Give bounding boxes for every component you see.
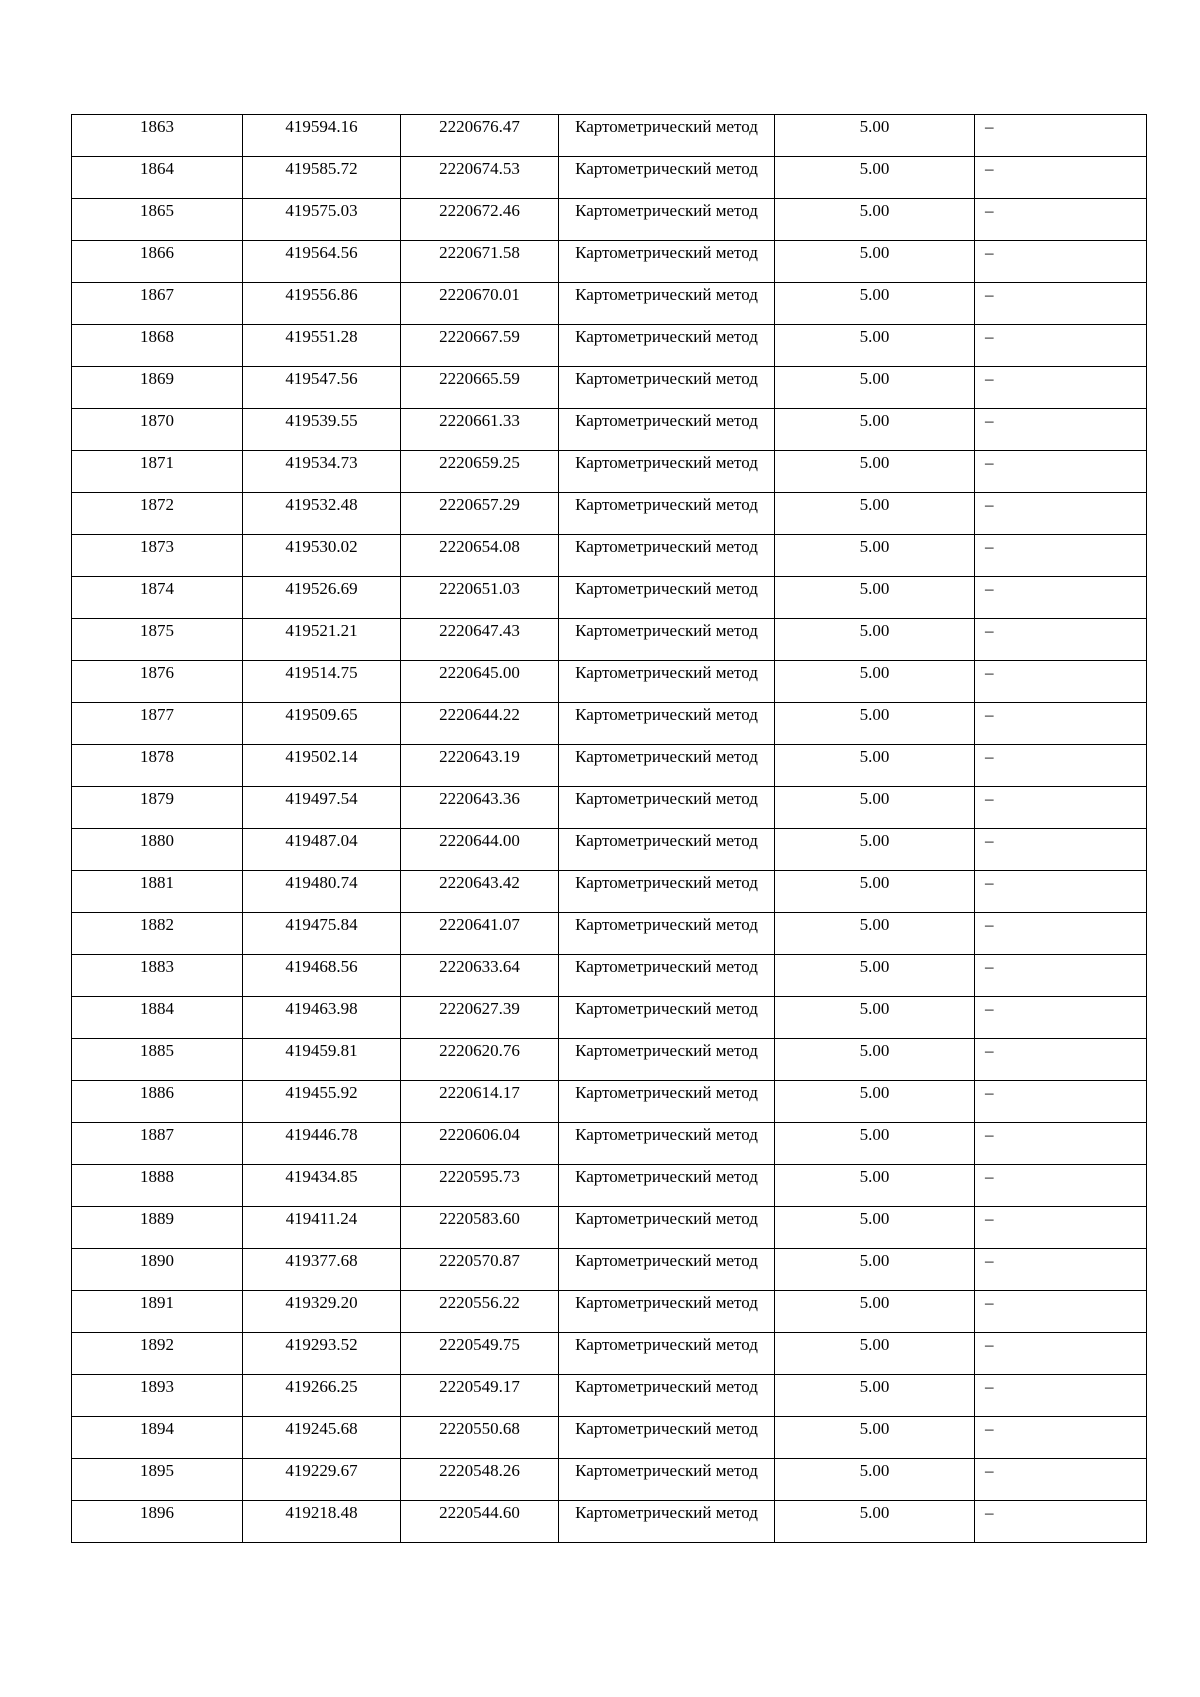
accuracy-cell: 5.00: [775, 1081, 975, 1123]
x-coordinate-cell: 419329.20: [243, 1291, 401, 1333]
point-number-cell: 1892: [72, 1333, 243, 1375]
method-cell: Картометрический метод: [559, 997, 775, 1039]
note-cell: –: [975, 787, 1147, 829]
x-coordinate-cell: 419551.28: [243, 325, 401, 367]
method-cell: Картометрический метод: [559, 1459, 775, 1501]
point-number-cell: 1879: [72, 787, 243, 829]
point-number-cell: 1873: [72, 535, 243, 577]
point-number-cell: 1865: [72, 199, 243, 241]
x-coordinate-cell: 419521.21: [243, 619, 401, 661]
point-number-cell: 1895: [72, 1459, 243, 1501]
table-row: [72, 535, 1147, 577]
x-coordinate-cell: 419539.55: [243, 409, 401, 451]
y-coordinate-cell: 2220643.19: [401, 745, 559, 787]
x-coordinate-cell: 419459.81: [243, 1039, 401, 1081]
method-cell: Картометрический метод: [559, 829, 775, 871]
accuracy-cell: 5.00: [775, 1207, 975, 1249]
point-number-cell: 1881: [72, 871, 243, 913]
accuracy-cell: 5.00: [775, 157, 975, 199]
table-row: [72, 1333, 1147, 1375]
accuracy-cell: 5.00: [775, 661, 975, 703]
point-number-cell: 1869: [72, 367, 243, 409]
x-coordinate-cell: 419377.68: [243, 1249, 401, 1291]
method-cell: Картометрический метод: [559, 1291, 775, 1333]
note-cell: –: [975, 661, 1147, 703]
note-cell: –: [975, 283, 1147, 325]
point-number-cell: 1866: [72, 241, 243, 283]
note-cell: –: [975, 325, 1147, 367]
point-number-cell: 1871: [72, 451, 243, 493]
accuracy-cell: 5.00: [775, 1039, 975, 1081]
accuracy-cell: 5.00: [775, 241, 975, 283]
table-row: [72, 1501, 1147, 1543]
method-cell: Картометрический метод: [559, 1249, 775, 1291]
table-row: [72, 871, 1147, 913]
y-coordinate-cell: 2220670.01: [401, 283, 559, 325]
method-cell: Картометрический метод: [559, 535, 775, 577]
point-number-cell: 1891: [72, 1291, 243, 1333]
point-number-cell: 1878: [72, 745, 243, 787]
table-row: [72, 1459, 1147, 1501]
note-cell: –: [975, 367, 1147, 409]
method-cell: Картометрический метод: [559, 493, 775, 535]
point-number-cell: 1868: [72, 325, 243, 367]
point-number-cell: 1874: [72, 577, 243, 619]
note-cell: –: [975, 1165, 1147, 1207]
method-cell: Картометрический метод: [559, 283, 775, 325]
method-cell: Картометрический метод: [559, 703, 775, 745]
note-cell: –: [975, 1249, 1147, 1291]
method-cell: Картометрический метод: [559, 325, 775, 367]
point-number-cell: 1890: [72, 1249, 243, 1291]
table-row: [72, 829, 1147, 871]
accuracy-cell: 5.00: [775, 1249, 975, 1291]
y-coordinate-cell: 2220651.03: [401, 577, 559, 619]
table-row: [72, 787, 1147, 829]
x-coordinate-cell: 419526.69: [243, 577, 401, 619]
note-cell: –: [975, 997, 1147, 1039]
x-coordinate-cell: 419594.16: [243, 115, 401, 157]
accuracy-cell: 5.00: [775, 1165, 975, 1207]
table-row: [72, 997, 1147, 1039]
x-coordinate-cell: 419475.84: [243, 913, 401, 955]
table-row: [72, 1249, 1147, 1291]
y-coordinate-cell: 2220595.73: [401, 1165, 559, 1207]
accuracy-cell: 5.00: [775, 1291, 975, 1333]
y-coordinate-cell: 2220644.00: [401, 829, 559, 871]
table-row: [72, 283, 1147, 325]
point-number-cell: 1884: [72, 997, 243, 1039]
note-cell: –: [975, 1375, 1147, 1417]
note-cell: –: [975, 913, 1147, 955]
accuracy-cell: 5.00: [775, 283, 975, 325]
method-cell: Картометрический метод: [559, 661, 775, 703]
x-coordinate-cell: 419547.56: [243, 367, 401, 409]
x-coordinate-cell: 419455.92: [243, 1081, 401, 1123]
y-coordinate-cell: 2220654.08: [401, 535, 559, 577]
note-cell: –: [975, 451, 1147, 493]
x-coordinate-cell: 419502.14: [243, 745, 401, 787]
x-coordinate-cell: 419534.73: [243, 451, 401, 493]
x-coordinate-cell: 419564.56: [243, 241, 401, 283]
x-coordinate-cell: 419514.75: [243, 661, 401, 703]
accuracy-cell: 5.00: [775, 1123, 975, 1165]
point-number-cell: 1888: [72, 1165, 243, 1207]
point-number-cell: 1875: [72, 619, 243, 661]
y-coordinate-cell: 2220614.17: [401, 1081, 559, 1123]
method-cell: Картометрический метод: [559, 367, 775, 409]
accuracy-cell: 5.00: [775, 199, 975, 241]
y-coordinate-cell: 2220643.36: [401, 787, 559, 829]
table-row: [72, 451, 1147, 493]
accuracy-cell: 5.00: [775, 409, 975, 451]
x-coordinate-cell: 419266.25: [243, 1375, 401, 1417]
method-cell: Картометрический метод: [559, 241, 775, 283]
point-number-cell: 1864: [72, 157, 243, 199]
accuracy-cell: 5.00: [775, 703, 975, 745]
accuracy-cell: 5.00: [775, 1459, 975, 1501]
note-cell: –: [975, 535, 1147, 577]
accuracy-cell: 5.00: [775, 955, 975, 997]
accuracy-cell: 5.00: [775, 115, 975, 157]
note-cell: –: [975, 157, 1147, 199]
x-coordinate-cell: 419245.68: [243, 1417, 401, 1459]
method-cell: Картометрический метод: [559, 871, 775, 913]
method-cell: Картометрический метод: [559, 199, 775, 241]
x-coordinate-cell: 419463.98: [243, 997, 401, 1039]
table-row: [72, 661, 1147, 703]
note-cell: –: [975, 409, 1147, 451]
note-cell: –: [975, 1291, 1147, 1333]
note-cell: –: [975, 115, 1147, 157]
coordinates-table: [71, 114, 1147, 1543]
y-coordinate-cell: 2220633.64: [401, 955, 559, 997]
method-cell: Картометрический метод: [559, 409, 775, 451]
accuracy-cell: 5.00: [775, 1501, 975, 1543]
x-coordinate-cell: 419446.78: [243, 1123, 401, 1165]
x-coordinate-cell: 419532.48: [243, 493, 401, 535]
method-cell: Картометрический метод: [559, 451, 775, 493]
point-number-cell: 1889: [72, 1207, 243, 1249]
y-coordinate-cell: 2220667.59: [401, 325, 559, 367]
accuracy-cell: 5.00: [775, 871, 975, 913]
point-number-cell: 1872: [72, 493, 243, 535]
y-coordinate-cell: 2220641.07: [401, 913, 559, 955]
table-row: [72, 745, 1147, 787]
note-cell: –: [975, 1123, 1147, 1165]
note-cell: –: [975, 955, 1147, 997]
table-row: [72, 199, 1147, 241]
table-row: [72, 157, 1147, 199]
table-row: [72, 1207, 1147, 1249]
accuracy-cell: 5.00: [775, 325, 975, 367]
accuracy-cell: 5.00: [775, 997, 975, 1039]
table-row: [72, 1123, 1147, 1165]
table-row: [72, 619, 1147, 661]
y-coordinate-cell: 2220643.42: [401, 871, 559, 913]
note-cell: –: [975, 1417, 1147, 1459]
table-row: [72, 913, 1147, 955]
y-coordinate-cell: 2220583.60: [401, 1207, 559, 1249]
method-cell: Картометрический метод: [559, 157, 775, 199]
x-coordinate-cell: 419575.03: [243, 199, 401, 241]
point-number-cell: 1876: [72, 661, 243, 703]
y-coordinate-cell: 2220671.58: [401, 241, 559, 283]
y-coordinate-cell: 2220548.26: [401, 1459, 559, 1501]
x-coordinate-cell: 419218.48: [243, 1501, 401, 1543]
method-cell: Картометрический метод: [559, 955, 775, 997]
point-number-cell: 1886: [72, 1081, 243, 1123]
y-coordinate-cell: 2220657.29: [401, 493, 559, 535]
table-row: [72, 409, 1147, 451]
x-coordinate-cell: 419293.52: [243, 1333, 401, 1375]
method-cell: Картометрический метод: [559, 619, 775, 661]
note-cell: –: [975, 703, 1147, 745]
note-cell: –: [975, 1459, 1147, 1501]
point-number-cell: 1880: [72, 829, 243, 871]
y-coordinate-cell: 2220674.53: [401, 157, 559, 199]
accuracy-cell: 5.00: [775, 1417, 975, 1459]
point-number-cell: 1894: [72, 1417, 243, 1459]
accuracy-cell: 5.00: [775, 829, 975, 871]
x-coordinate-cell: 419585.72: [243, 157, 401, 199]
point-number-cell: 1863: [72, 115, 243, 157]
y-coordinate-cell: 2220672.46: [401, 199, 559, 241]
x-coordinate-cell: 419434.85: [243, 1165, 401, 1207]
point-number-cell: 1896: [72, 1501, 243, 1543]
note-cell: –: [975, 493, 1147, 535]
method-cell: Картометрический метод: [559, 787, 775, 829]
note-cell: –: [975, 1081, 1147, 1123]
point-number-cell: 1882: [72, 913, 243, 955]
table-row: [72, 955, 1147, 997]
note-cell: –: [975, 745, 1147, 787]
y-coordinate-cell: 2220550.68: [401, 1417, 559, 1459]
table-row: [72, 1165, 1147, 1207]
accuracy-cell: 5.00: [775, 535, 975, 577]
accuracy-cell: 5.00: [775, 577, 975, 619]
method-cell: Картометрический метод: [559, 115, 775, 157]
table-row: [72, 577, 1147, 619]
x-coordinate-cell: 419509.65: [243, 703, 401, 745]
point-number-cell: 1870: [72, 409, 243, 451]
table-row: [72, 1417, 1147, 1459]
x-coordinate-cell: 419530.02: [243, 535, 401, 577]
note-cell: –: [975, 199, 1147, 241]
method-cell: Картометрический метод: [559, 1039, 775, 1081]
table-row: [72, 367, 1147, 409]
note-cell: –: [975, 1501, 1147, 1543]
method-cell: Картометрический метод: [559, 1333, 775, 1375]
x-coordinate-cell: 419556.86: [243, 283, 401, 325]
y-coordinate-cell: 2220627.39: [401, 997, 559, 1039]
y-coordinate-cell: 2220661.33: [401, 409, 559, 451]
point-number-cell: 1885: [72, 1039, 243, 1081]
table-row: [72, 241, 1147, 283]
point-number-cell: 1877: [72, 703, 243, 745]
y-coordinate-cell: 2220647.43: [401, 619, 559, 661]
y-coordinate-cell: 2220676.47: [401, 115, 559, 157]
x-coordinate-cell: 419468.56: [243, 955, 401, 997]
point-number-cell: 1887: [72, 1123, 243, 1165]
method-cell: Картометрический метод: [559, 1501, 775, 1543]
accuracy-cell: 5.00: [775, 1333, 975, 1375]
accuracy-cell: 5.00: [775, 451, 975, 493]
note-cell: –: [975, 1039, 1147, 1081]
method-cell: Картометрический метод: [559, 1207, 775, 1249]
y-coordinate-cell: 2220570.87: [401, 1249, 559, 1291]
x-coordinate-cell: 419229.67: [243, 1459, 401, 1501]
y-coordinate-cell: 2220620.76: [401, 1039, 559, 1081]
method-cell: Картометрический метод: [559, 1417, 775, 1459]
method-cell: Картометрический метод: [559, 1081, 775, 1123]
note-cell: –: [975, 577, 1147, 619]
y-coordinate-cell: 2220645.00: [401, 661, 559, 703]
accuracy-cell: 5.00: [775, 787, 975, 829]
x-coordinate-cell: 419480.74: [243, 871, 401, 913]
method-cell: Картометрический метод: [559, 577, 775, 619]
method-cell: Картометрический метод: [559, 1123, 775, 1165]
table-row: [72, 493, 1147, 535]
table-row: [72, 115, 1147, 157]
table-row: [72, 703, 1147, 745]
y-coordinate-cell: 2220549.75: [401, 1333, 559, 1375]
accuracy-cell: 5.00: [775, 367, 975, 409]
table-row: [72, 1291, 1147, 1333]
y-coordinate-cell: 2220549.17: [401, 1375, 559, 1417]
note-cell: –: [975, 619, 1147, 661]
y-coordinate-cell: 2220665.59: [401, 367, 559, 409]
method-cell: Картометрический метод: [559, 745, 775, 787]
y-coordinate-cell: 2220644.22: [401, 703, 559, 745]
y-coordinate-cell: 2220606.04: [401, 1123, 559, 1165]
note-cell: –: [975, 1207, 1147, 1249]
table-row: [72, 1081, 1147, 1123]
x-coordinate-cell: 419411.24: [243, 1207, 401, 1249]
point-number-cell: 1867: [72, 283, 243, 325]
y-coordinate-cell: 2220544.60: [401, 1501, 559, 1543]
point-number-cell: 1893: [72, 1375, 243, 1417]
x-coordinate-cell: 419487.04: [243, 829, 401, 871]
note-cell: –: [975, 871, 1147, 913]
point-number-cell: 1883: [72, 955, 243, 997]
note-cell: –: [975, 829, 1147, 871]
method-cell: Картометрический метод: [559, 1375, 775, 1417]
note-cell: –: [975, 241, 1147, 283]
accuracy-cell: 5.00: [775, 619, 975, 661]
method-cell: Картометрический метод: [559, 913, 775, 955]
y-coordinate-cell: 2220556.22: [401, 1291, 559, 1333]
table-row: [72, 1375, 1147, 1417]
table-row: [72, 1039, 1147, 1081]
coordinates-table-body: [72, 115, 1147, 1543]
x-coordinate-cell: 419497.54: [243, 787, 401, 829]
accuracy-cell: 5.00: [775, 745, 975, 787]
y-coordinate-cell: 2220659.25: [401, 451, 559, 493]
table-row: [72, 325, 1147, 367]
note-cell: –: [975, 1333, 1147, 1375]
accuracy-cell: 5.00: [775, 1375, 975, 1417]
accuracy-cell: 5.00: [775, 913, 975, 955]
method-cell: Картометрический метод: [559, 1165, 775, 1207]
accuracy-cell: 5.00: [775, 493, 975, 535]
